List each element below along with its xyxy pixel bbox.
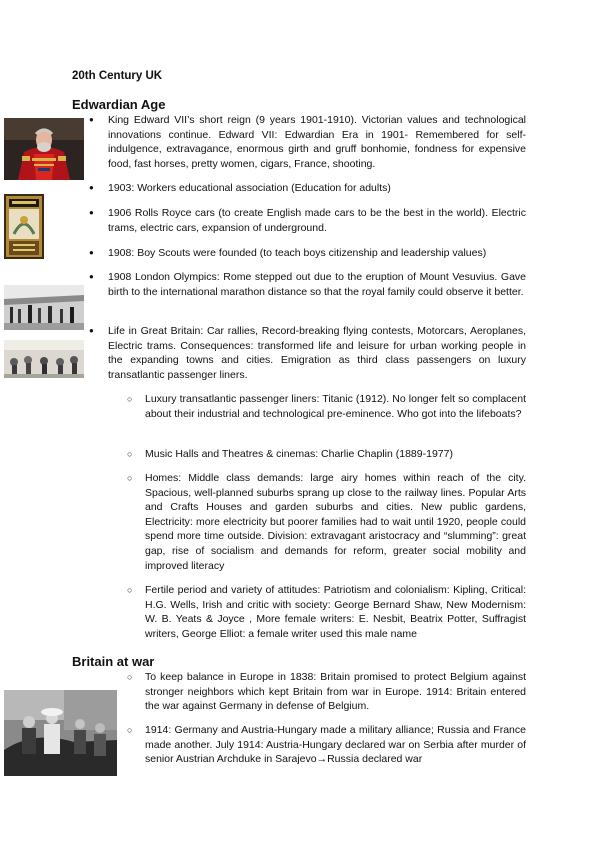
list-item: ● 1903: Workers educational association (Education for adults) [108, 181, 526, 196]
olympics-photo-image [4, 285, 84, 330]
britain-at-war-photo-image [4, 690, 117, 776]
document-title: 20th Century UK [72, 70, 163, 82]
sub-list-item: ○ Fertile period and variety of attitudes: Patriotism and colonialism: Kipling, Critical: H.G. Wells, Irish and critic with society: George Bernard Shaw, New Modernism: W. B. Yeats & Joyce , More female writers: E. Nesbit, Beatrix Potter, Suffragist writers, George Elliot: a female writer used this male name [145, 583, 526, 641]
sub-list-item: ○ Luxury transatlantic passenger liners: Titanic (1912). No longer felt so complacent about their industrial and technological pre-eminence. Who got into the lifeboats? [145, 392, 526, 421]
list-item: ● King Edward VII’s short reign (9 years 1901-1910). Victorian values and technological innovations continue. Edward VII: Edwardian Era in 1901- Remembered for self-indulgence, extravagance, enormous girth and gruff bonhomie, fondness for expensive food, fast horses, pretty women, cigars, France, shooting. [108, 113, 526, 171]
list-item: ● 1906 Rolls Royce cars (to create English made cars to be the best in the world). Electric trams, electric cars, expansion of underground. [108, 206, 526, 235]
edward-vii-portrait-image [4, 118, 84, 180]
rolls-royce-poster-image [4, 194, 44, 259]
sub-list-item: ○ To keep balance in Europe in 1838: Britain promised to protect Belgium against stronger neighbors which kept Britain from war in Europe. 1914: Britain entered the war against Germany in defense of Belgium. [145, 670, 526, 714]
list-item: ● Life in Great Britain: Car rallies, Record-breaking flying contests, Motorcars, Aeroplanes, Electric trams. Consequences: transformed life and leisure for urban working people in the expanding towns and cities. Emigration as third class passengers on luxury transatlantic passenger liners. [108, 324, 526, 382]
sub-list-item: ○ Music Halls and Theatres & cinemas: Charlie Chaplin (1889-1977) [145, 447, 526, 462]
section-heading-war: Britain at war [72, 654, 155, 669]
sub-list-item: ○ 1914: Germany and Austria-Hungary made a military alliance; Russia and France made another. July 1914: Austria-Hungary declared war on Serbia after murder of senior Austrian Archduke in Sarajevo→Russia declared war [145, 723, 526, 767]
sub-list-item: ○ Homes: Middle class demands: large airy homes within reach of the city. Spacious, well-planned suburbs sprang up close to the railway lines. Popular Arts and Crafts Houses and garden suburbs and cities. New public gardens, Electricity: more electricity but poorer families had to wait until 1920, people could spend more time outside. Division: extravagant aristocracy and “slumming”: great gap, rise of socialism and demands for reform, greater social mobility and improved literacy [145, 471, 526, 573]
list-item: ● 1908 London Olympics: Rome stepped out due to the eruption of Mount Vesuvius. Gave birth to the international marathon distance so that the royal family could observe it better. [108, 270, 526, 299]
list-item: ● 1908: Boy Scouts were founded (to teach boys citizenship and leadership values) [108, 246, 526, 261]
section-heading-edwardian: Edwardian Age [72, 97, 166, 112]
life-in-britain-photo-image [4, 340, 84, 378]
